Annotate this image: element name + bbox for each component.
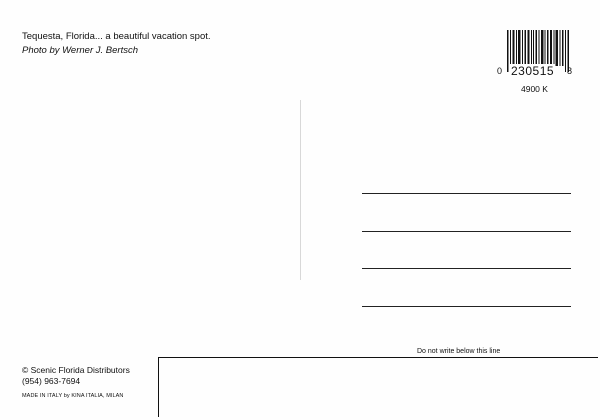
publisher-info (22, 365, 130, 402)
do-not-write-notice: Do not write below this line (417, 348, 501, 355)
barcode (497, 30, 577, 100)
address-line-1 (362, 193, 571, 194)
postal-reserved-area (158, 357, 598, 417)
address-line-2 (362, 231, 571, 232)
address-line-4 (362, 306, 571, 307)
barcode-digit-left: 0 (497, 66, 503, 76)
copyright-text: © Scenic Florida Distributors (22, 365, 130, 375)
caption-title: Tequesta, Florida... a beautiful vacation spot. (22, 31, 211, 42)
phone-number: (954) 963-7694 (22, 376, 81, 386)
center-divider (300, 100, 301, 280)
barcode-digits: 230515 (511, 64, 555, 78)
address-line-3 (362, 268, 571, 269)
photo-credit: Photo by Werner J. Bertsch (22, 45, 138, 56)
barcode-digit-right: 8 (567, 66, 573, 76)
made-in-text: MADE IN ITALY by KINA ITALIA, MILAN (22, 393, 124, 399)
barcode-code: 4900 K (521, 84, 548, 94)
caption (22, 30, 211, 58)
